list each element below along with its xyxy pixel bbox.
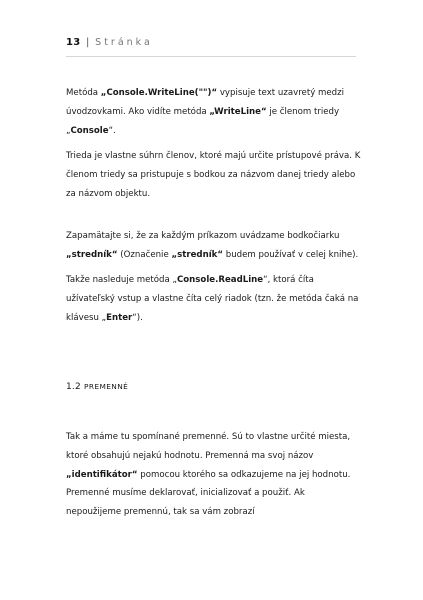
header-rule bbox=[66, 56, 356, 57]
text-run: “, ktorá číta užívateľský vstup a vlastne číta celý riadok (tzn. že metóda čaká na klávesu „ bbox=[66, 275, 359, 323]
bold-text: „stredník“ bbox=[171, 249, 224, 260]
bold-text: „identifikátor“ bbox=[66, 469, 138, 480]
text-run: “). bbox=[132, 312, 143, 323]
bold-text: „WriteLine“ bbox=[209, 106, 267, 117]
paragraph bbox=[66, 147, 362, 203]
text-run: “. bbox=[108, 125, 116, 136]
section-body-text bbox=[66, 428, 362, 522]
text-run: Takže nasleduje metóda „ bbox=[66, 275, 177, 286]
paragraph bbox=[66, 271, 362, 327]
bold-text: „stredník“ bbox=[66, 249, 118, 260]
text-run: Trieda je vlastne súhrn členov, ktoré majú určite prístupové práva. K členom triedy sa pristupuje s bodkou za názvom danej triedy alebo za názvom objektu. bbox=[66, 151, 361, 199]
section-number: 1.2 bbox=[66, 382, 81, 392]
text-run: Metóda bbox=[66, 88, 101, 98]
text-run: budem používať v celej knihe). bbox=[223, 249, 359, 260]
paragraph bbox=[66, 227, 362, 265]
bold-text: Enter bbox=[106, 312, 133, 323]
text-run: vypisuje text uzavretý medzi úvodzovkami. Ako vidíte metóda bbox=[66, 88, 345, 117]
header-word: Stránka bbox=[95, 37, 153, 48]
header-separator: | bbox=[86, 37, 90, 48]
text-run: Zapamätajte si, že za každým príkazom uvádzame bodkočiarku bbox=[66, 230, 340, 241]
text-run: pomocou ktorého sa odkazujeme na jej hodnotu. Premenné musíme deklarovať, inicializovať a použiť. Ak nepoužijeme premennú, tak sa vám zobrazí bbox=[66, 469, 351, 518]
text-run: (Označenie bbox=[117, 249, 172, 260]
bold-text: Console.ReadLine bbox=[176, 275, 264, 286]
paragraph bbox=[66, 84, 362, 140]
section-heading bbox=[66, 382, 128, 392]
section-paragraph bbox=[66, 428, 362, 522]
bold-text: „Console.WriteLine("")“ bbox=[100, 88, 218, 98]
page-header bbox=[66, 37, 153, 48]
section-title: PREMENNÉ bbox=[83, 382, 129, 391]
text-run: Tak a máme tu spomínané premenné. Sú to vlastne určité miesta, ktoré obsahujú nejakú hodnotu. Premenná ma svoj názov bbox=[66, 432, 351, 461]
page-number: 13 bbox=[66, 37, 81, 48]
body-text bbox=[66, 84, 362, 335]
text-run: je členom triedy „ bbox=[66, 106, 340, 136]
bold-text: Console bbox=[70, 125, 109, 136]
